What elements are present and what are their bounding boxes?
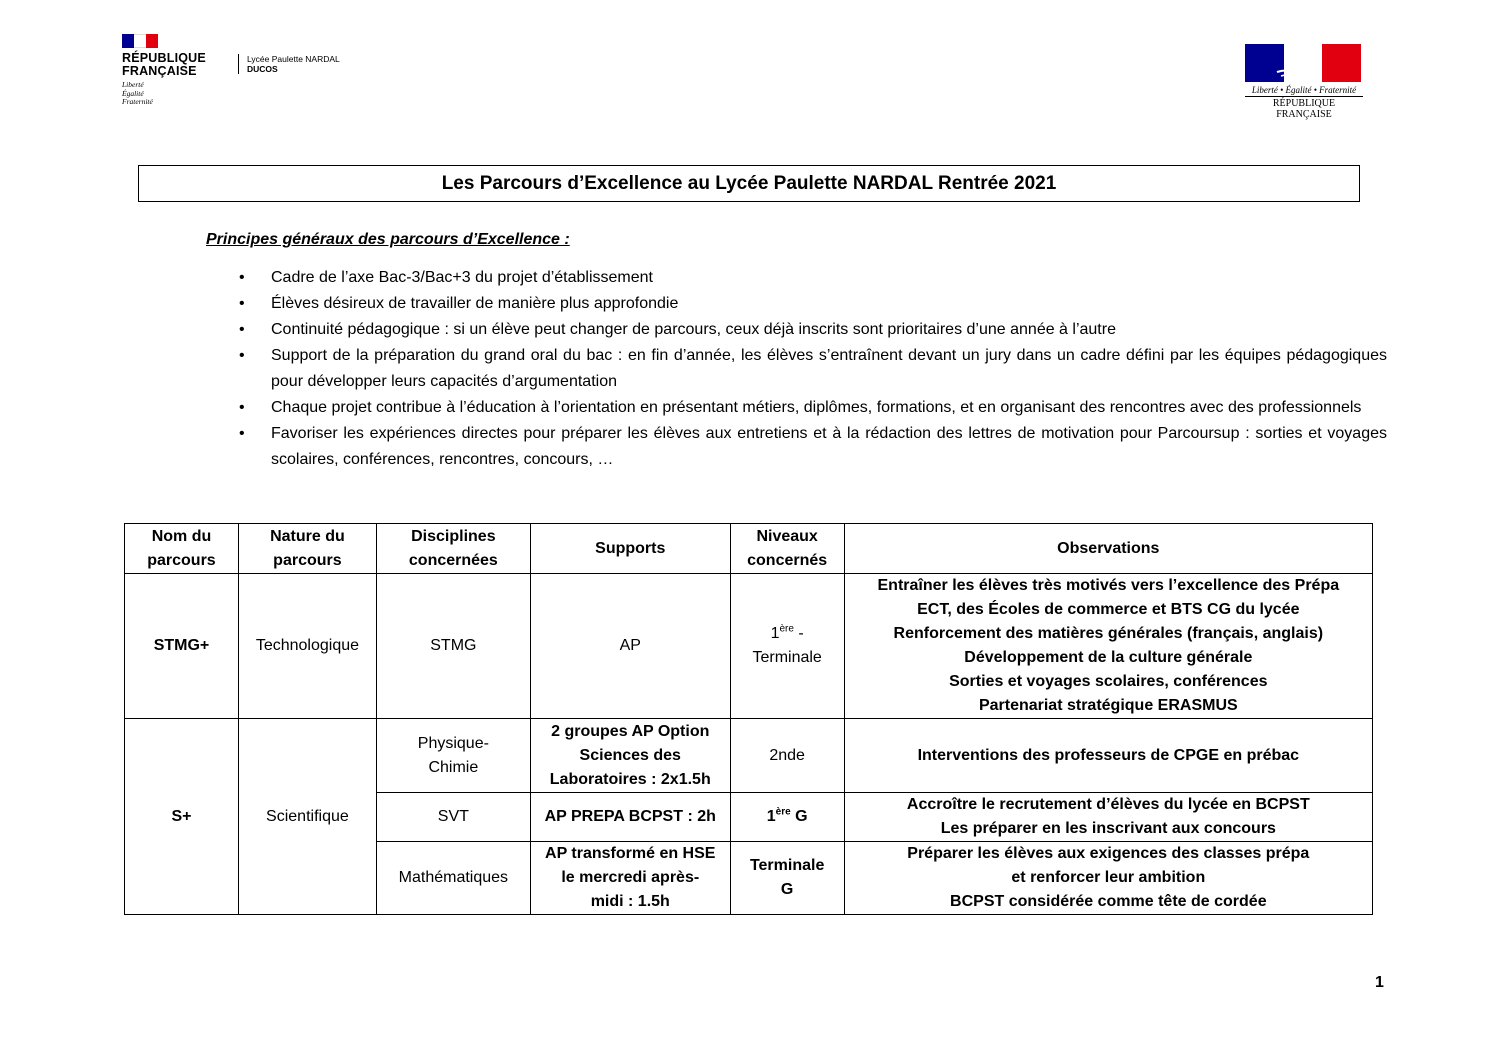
marianne-logo xyxy=(1245,44,1363,120)
flag-icon xyxy=(122,34,158,48)
parcours-table xyxy=(124,523,1373,915)
header-nature: Nature du parcours xyxy=(238,524,376,574)
cell-support: AP xyxy=(530,574,730,719)
cell-niveau: 1ère G xyxy=(730,793,844,842)
list-item: • Chaque projet contribue à l’éducation à l’orientation en présentant métiers, diplômes, formations, et en organisant des rencontres avec des professionnels xyxy=(235,395,1387,421)
cell-discipline: Mathématiques xyxy=(376,842,530,915)
cell-discipline: SVT xyxy=(376,793,530,842)
logo-text-line: FRANÇAISE xyxy=(122,64,197,78)
cell-nature: Scientifique xyxy=(238,719,376,915)
cell-observations: Préparer les élèves aux exigences des classes prépa et renforcer leur ambition BCPST considérée comme tête de cordée xyxy=(844,842,1372,915)
page-number: 1 xyxy=(1375,974,1384,991)
list-item: • Cadre de l’axe Bac-3/Bac+3 du projet d’établissement xyxy=(235,265,1387,291)
flag-icon xyxy=(1245,44,1361,82)
cell-discipline: STMG xyxy=(376,574,530,719)
table-row xyxy=(125,574,1373,719)
cell-niveau: Terminale G xyxy=(730,842,844,915)
cell-support: AP transformé en HSE le mercredi après- midi : 1.5h xyxy=(530,842,730,915)
cell-support: AP PREPA BCPST : 2h xyxy=(530,793,730,842)
header-niveaux: Niveaux concernés xyxy=(730,524,844,574)
school-identity xyxy=(238,54,340,74)
header-nom: Nom du parcours xyxy=(125,524,239,574)
header-disciplines: Disciplines concernées xyxy=(376,524,530,574)
section-heading: Principes généraux des parcours d’Excellence : xyxy=(206,231,570,248)
cell-support: 2 groupes AP Option Sciences des Laboratoires : 2x1.5h xyxy=(530,719,730,793)
header-supports: Supports xyxy=(530,524,730,574)
cell-niveau: 1ère - Terminale xyxy=(730,574,844,719)
logo-motto: Liberté Égalité Fraternité xyxy=(122,80,153,106)
list-item: • Continuité pédagogique : si un élève peut changer de parcours, ceux déjà inscrits sont prioritaires d’une année à l’autre xyxy=(235,317,1387,343)
cell-nature: Technologique xyxy=(238,574,376,719)
list-item: • Élèves désireux de travailler de manière plus approfondie xyxy=(235,291,1387,317)
logo-name: RÉPUBLIQUE FRANÇAISE xyxy=(1245,96,1363,120)
logo-devise: Liberté • Égalité • Fraternité xyxy=(1251,85,1357,95)
cell-observations: Entraîner les élèves très motivés vers l’excellence des Prépa ECT, des Écoles de commerce et BTS CG du lycée Renforcement des matières générales (français, anglais) Développement de la culture générale Sorties et voyages scolaires, conférences Partenariat stratégique ERASMUS xyxy=(844,574,1372,719)
marianne-profile-icon xyxy=(1267,48,1339,82)
republique-francaise-logo xyxy=(122,34,206,107)
logo-text-line: RÉPUBLIQUE xyxy=(122,51,206,65)
cell-observations: Accroître le recrutement d’élèves du lycée en BCPST Les préparer en les inscrivant aux concours xyxy=(844,793,1372,842)
table-row xyxy=(125,719,1373,793)
cell-nom: STMG+ xyxy=(125,574,239,719)
cell-observations: Interventions des professeurs de CPGE en prébac xyxy=(844,719,1372,793)
cell-niveau: 2nde xyxy=(730,719,844,793)
list-item: • Support de la préparation du grand oral du bac : en fin d’année, les élèves s’entraînent devant un jury dans un cadre défini par les équipes pédagogiques pour développer leurs capacités d’argumentation xyxy=(235,343,1387,395)
list-item: • Favoriser les expériences directes pour préparer les élèves aux entretiens et à la rédaction des lettres de motivation pour Parcoursup : sorties et voyages scolaires, conférences, rencontres, concours, … xyxy=(235,421,1387,473)
cell-discipline: Physique- Chimie xyxy=(376,719,530,793)
cell-nom: S+ xyxy=(125,719,239,915)
school-town: DUCOS xyxy=(247,64,278,74)
page-title: Les Parcours d’Excellence au Lycée Paulette NARDAL Rentrée 2021 xyxy=(138,165,1360,202)
header-observations: Observations xyxy=(844,524,1372,574)
table-header-row xyxy=(125,524,1373,574)
school-name: Lycée Paulette NARDAL xyxy=(247,54,340,64)
principles-list xyxy=(235,265,1387,473)
